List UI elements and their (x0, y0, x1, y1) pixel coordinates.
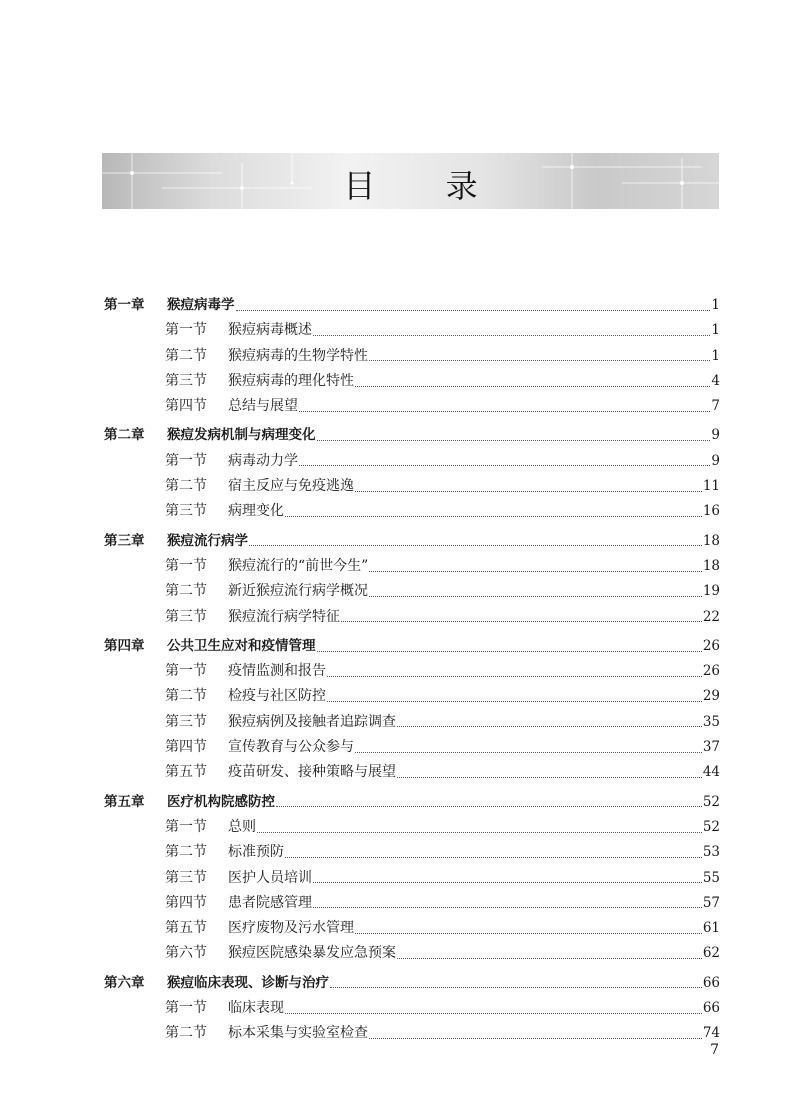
toc-section-entry[interactable] (104, 318, 720, 343)
dot-leader (285, 515, 702, 517)
toc-section-entry[interactable] (104, 474, 720, 499)
section-number: 第四节 (165, 739, 207, 756)
toc-section-entry[interactable] (104, 866, 720, 891)
dot-leader (313, 334, 710, 336)
section-number: 第四节 (165, 398, 207, 415)
chapter-number: 第六章 (104, 974, 145, 991)
section-number: 第一节 (165, 663, 207, 680)
section-title: 患者院感管理 (228, 894, 312, 911)
section-number: 第一节 (165, 322, 207, 339)
section-number: 第二节 (165, 844, 207, 861)
section-number: 第二节 (165, 478, 207, 495)
section-number: 第一节 (165, 557, 207, 574)
section-page-number: 66 (702, 1000, 720, 1017)
section-page-number: 35 (702, 713, 720, 730)
chapter-page-number: 26 (702, 637, 720, 654)
section-page-number: 1 (711, 347, 720, 364)
section-page-number: 16 (702, 503, 720, 520)
section-title: 病毒动力学 (228, 452, 298, 469)
section-page-number: 18 (702, 557, 720, 574)
dot-leader (313, 881, 702, 883)
dot-leader (355, 932, 702, 934)
section-title: 疫苗研发、接种策略与展望 (228, 764, 396, 781)
section-page-number: 37 (702, 739, 720, 756)
chapter-page-number: 9 (711, 427, 720, 444)
section-number: 第二节 (165, 688, 207, 705)
section-title: 医疗废物及污水管理 (228, 920, 354, 937)
toc-section-entry[interactable] (104, 579, 720, 604)
dot-leader (341, 620, 702, 622)
section-title: 猴痘病毒的生物学特性 (228, 347, 368, 364)
section-number: 第一节 (165, 818, 207, 835)
dot-leader (355, 490, 702, 492)
dot-leader (317, 650, 702, 652)
section-title: 新近猴痘流行病学概况 (228, 583, 368, 600)
section-page-number: 52 (702, 818, 720, 835)
dot-leader (327, 675, 702, 677)
chapter-page-number: 52 (702, 793, 720, 810)
toc-chapter-entry[interactable] (104, 790, 720, 815)
toc-section-entry[interactable] (104, 916, 720, 941)
toc-section-entry[interactable] (104, 449, 720, 474)
dot-leader (397, 957, 702, 959)
section-page-number: 53 (702, 844, 720, 861)
section-page-number: 4 (711, 372, 720, 389)
section-title: 猴痘医院感染暴发应急预案 (228, 945, 396, 962)
section-title: 疫情监测和报告 (228, 663, 326, 680)
section-page-number: 55 (702, 869, 720, 886)
section-page-number: 74 (702, 1025, 720, 1042)
dot-leader (355, 751, 702, 753)
section-title: 猴痘病毒的理化特性 (228, 372, 354, 389)
dot-leader (249, 544, 702, 546)
dot-leader (313, 906, 702, 908)
dot-leader (369, 595, 702, 597)
toc-chapter-entry[interactable] (104, 423, 720, 448)
toc-section-entry[interactable] (104, 1021, 720, 1046)
section-number: 第四节 (165, 894, 207, 911)
section-page-number: 1 (711, 322, 720, 339)
dot-leader (285, 856, 702, 858)
dot-leader (369, 570, 701, 572)
toc-chapter-entry[interactable] (104, 971, 720, 996)
section-number: 第二节 (165, 583, 207, 600)
chapter-number: 第四章 (104, 637, 145, 654)
chapter-title: 公共卫生应对和疫情管理 (167, 637, 316, 654)
section-page-number: 9 (711, 452, 720, 469)
section-title: 猴痘病例及接触者追踪调查 (228, 713, 396, 730)
dot-leader (317, 439, 711, 441)
chapter-number: 第三章 (104, 532, 145, 549)
section-number: 第一节 (165, 452, 207, 469)
dot-leader (369, 1037, 702, 1039)
section-number: 第五节 (165, 920, 207, 937)
table-of-contents (104, 293, 720, 1047)
dot-leader (355, 385, 710, 387)
toc-chapter-entry[interactable] (104, 634, 720, 659)
chapter-number: 第一章 (104, 297, 145, 313)
dot-leader (299, 464, 710, 466)
chapter-page-number: 66 (702, 974, 720, 991)
dot-leader (327, 700, 702, 702)
toc-section-entry[interactable] (104, 735, 720, 760)
toc-section-entry[interactable] (104, 684, 720, 709)
section-title: 宿主反应与免疫逃逸 (228, 478, 354, 495)
toc-section-entry[interactable] (104, 815, 720, 840)
section-title: 猴痘病毒概述 (228, 322, 312, 339)
section-number: 第六节 (165, 945, 207, 962)
section-page-number: 62 (702, 945, 720, 962)
section-page-number: 26 (702, 663, 720, 680)
toc-section-entry[interactable] (104, 394, 720, 419)
section-page-number: 11 (702, 478, 720, 495)
section-number: 第二节 (165, 347, 207, 364)
toc-section-entry[interactable] (104, 710, 720, 735)
toc-section-entry[interactable] (104, 760, 720, 785)
section-number: 第五节 (165, 764, 207, 781)
page-title: 目 录 (343, 167, 508, 205)
dot-leader (299, 410, 710, 412)
section-title: 检疫与社区防控 (228, 688, 326, 705)
heading-banner (102, 153, 719, 209)
dot-leader (397, 725, 702, 727)
section-number: 第一节 (165, 1000, 207, 1017)
toc-section-entry[interactable] (104, 891, 720, 916)
chapter-title: 猴痘病毒学 (167, 297, 235, 313)
section-page-number: 22 (702, 608, 720, 625)
chapter-title: 医疗机构院感防控 (167, 793, 275, 810)
section-title: 总结与展望 (228, 398, 298, 415)
section-number: 第三节 (165, 503, 207, 520)
dot-leader (285, 1012, 702, 1014)
toc-section-entry[interactable] (104, 369, 720, 394)
section-title: 总则 (228, 818, 256, 835)
section-number: 第三节 (165, 869, 207, 886)
toc-section-entry[interactable] (104, 840, 720, 865)
toc-chapter-entry[interactable] (104, 529, 720, 554)
section-title: 猴痘流行的“前世今生” (228, 557, 369, 574)
toc-section-entry[interactable] (104, 659, 720, 684)
section-page-number: 19 (702, 583, 720, 600)
section-page-number: 61 (702, 920, 720, 937)
dot-leader (397, 776, 702, 778)
toc-section-entry[interactable] (104, 554, 720, 579)
section-number: 第三节 (165, 608, 207, 625)
toc-section-entry[interactable] (104, 996, 720, 1021)
dot-leader (330, 986, 702, 988)
dot-leader (257, 831, 702, 833)
dot-leader (369, 359, 710, 361)
section-title: 宣传教育与公众参与 (228, 739, 354, 756)
chapter-title: 猴痘发病机制与病理变化 (167, 427, 316, 444)
chapter-page-number: 18 (702, 532, 720, 549)
chapter-title: 猴痘临床表现、诊断与治疗 (167, 974, 329, 991)
toc-section-entry[interactable] (104, 344, 720, 369)
toc-section-entry[interactable] (104, 605, 720, 630)
section-title: 标本采集与实验室检查 (228, 1025, 368, 1042)
section-page-number: 7 (711, 398, 720, 415)
toc-section-entry[interactable] (104, 499, 720, 524)
section-page-number: 57 (702, 894, 720, 911)
section-page-number: 29 (702, 688, 720, 705)
section-title: 病理变化 (228, 503, 284, 520)
chapter-page-number: 1 (711, 297, 720, 313)
toc-section-entry[interactable] (104, 941, 720, 966)
chapter-number: 第二章 (104, 427, 145, 444)
section-title: 标准预防 (228, 844, 284, 861)
toc-chapter-entry[interactable] (104, 293, 720, 318)
chapter-title: 猴痘流行病学 (167, 532, 248, 549)
section-number: 第二节 (165, 1025, 207, 1042)
section-title: 临床表现 (228, 1000, 284, 1017)
section-title: 医护人员培训 (228, 869, 312, 886)
section-number: 第三节 (165, 713, 207, 730)
dot-leader (276, 805, 702, 807)
page-number: 7 (710, 1042, 719, 1058)
section-number: 第三节 (165, 372, 207, 389)
section-page-number: 44 (702, 764, 720, 781)
chapter-number: 第五章 (104, 793, 145, 810)
dot-leader (236, 309, 711, 311)
section-title: 猴痘流行病学特征 (228, 608, 340, 625)
